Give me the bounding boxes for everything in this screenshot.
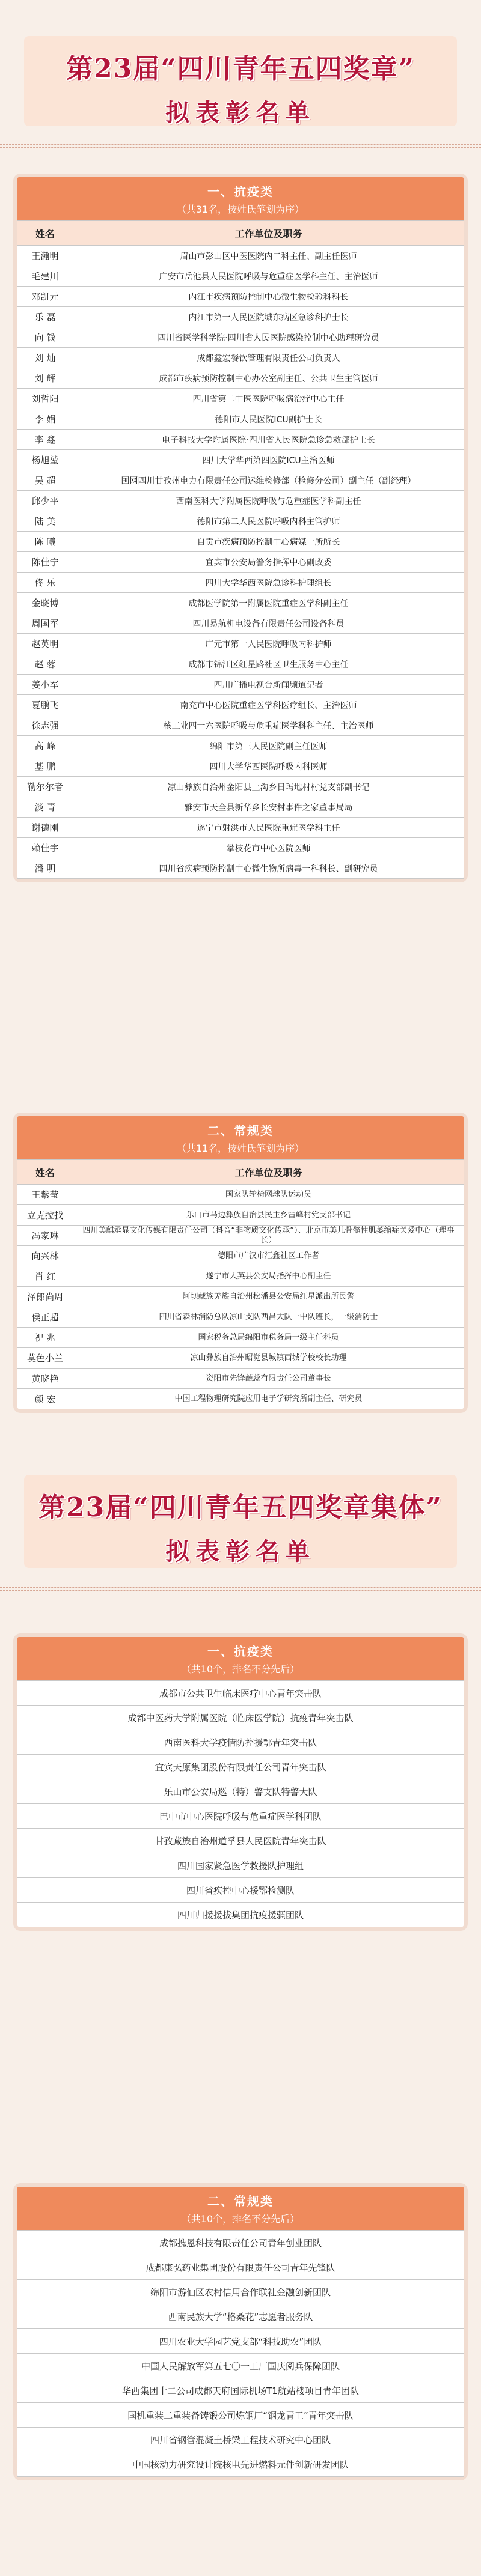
person-unit: 宜宾市公安局警务指挥中心副政委 [73, 552, 464, 573]
person-name: 陆 美 [17, 511, 73, 532]
table-row [17, 777, 464, 797]
table-row [17, 2428, 464, 2452]
person-unit: 四川省森林消防总队凉山支队西昌大队一中队班长，一级消防士 [73, 1307, 464, 1328]
person-unit: 四川省第二中医医院呼吸病治疗中心主任 [73, 389, 464, 409]
person-name: 徐志强 [17, 715, 73, 736]
person-name: 吴 超 [17, 470, 73, 491]
table-row [17, 1266, 464, 1287]
person-unit: 德阳市广汉市汇鑫社区工作者 [73, 1246, 464, 1266]
collective-name: 四川农业大学园艺党支部“科技助农”团队 [17, 2329, 464, 2354]
person-unit: 广元市第一人民医院呼吸内科护师 [73, 634, 464, 654]
individual-regular-table-card [17, 1116, 464, 1409]
person-unit: 南充市中心医院重症医学科医疗组长、主治医师 [73, 695, 464, 715]
person-name: 赖佳宇 [17, 838, 73, 858]
table-row [17, 348, 464, 368]
table-row [17, 1287, 464, 1307]
section-divider [0, 144, 481, 148]
person-unit: 国网四川甘孜州电力有限责任公司运维检修部（检修分公司）副主任（副经理） [73, 470, 464, 491]
person-unit: 电子科技大学附属医院·四川省人民医院急诊急救部护士长 [73, 430, 464, 450]
table-row [17, 1779, 464, 1804]
column-header-name: 姓名 [17, 221, 73, 246]
person-unit: 西南医科大学附属医院呼吸与危重症医学科副主任 [73, 491, 464, 511]
table-row [17, 2255, 464, 2280]
table-body [17, 1185, 464, 1409]
table-row [17, 654, 464, 675]
individual-award-title: 第23届“四川青年五四奖章” [66, 53, 415, 84]
individual-regular-table [17, 1159, 464, 1409]
category-header [17, 1637, 464, 1680]
table-row [17, 1368, 464, 1389]
table-row [17, 2304, 464, 2329]
collective-name: 宜宾天原集团股份有限责任公司青年突击队 [17, 1755, 464, 1779]
collective-name: 西南民族大学“格桑花”志愿者服务队 [17, 2304, 464, 2329]
person-unit: 四川大学华西第四医院ICU主治医师 [73, 450, 464, 470]
collective-name: 绵阳市游仙区农村信用合作联社金融创新团队 [17, 2280, 464, 2304]
person-unit: 绵阳市第三人民医院副主任医师 [73, 736, 464, 756]
individual-antiepidemic-table-card [17, 177, 464, 879]
person-unit: 凉山彝族自治州昭觉县城镇西城学校校长助理 [73, 1348, 464, 1368]
table-row [17, 246, 464, 266]
collective-antiepidemic-table-card [17, 1637, 464, 1927]
table-row [17, 2231, 464, 2255]
person-name: 王紫莹 [17, 1185, 73, 1205]
table-row [17, 552, 464, 573]
person-unit: 四川省医学科学院·四川省人民医院感染控制中心助理研究员 [73, 327, 464, 348]
table-row [17, 2403, 464, 2428]
person-unit: 遂宁市射洪市人民医院重症医学科主任 [73, 818, 464, 838]
person-unit: 四川易航机电设备有限责任公司设备科员 [73, 613, 464, 634]
table-row [17, 613, 464, 634]
category-title: 二、常规类 [207, 1123, 274, 1138]
person-name: 基 鹏 [17, 756, 73, 777]
collective-award-subtitle: 拟表彰名单 [165, 1537, 316, 1566]
person-name: 肖 红 [17, 1266, 73, 1287]
individual-antiepidemic-table [17, 220, 464, 879]
collective-name: 成都康弘药业集团股份有限责任公司青年先锋队 [17, 2255, 464, 2280]
section-divider [0, 1448, 481, 1451]
section-divider [0, 1587, 481, 1591]
person-name: 姜小军 [17, 675, 73, 695]
collective-regular-table [17, 2230, 464, 2477]
column-header-name: 姓名 [17, 1160, 73, 1185]
person-unit: 自贡市疾病预防控制中心病媒一所所长 [73, 532, 464, 552]
collective-name: 四川归援援拔集团抗疫援疆团队 [17, 1903, 464, 1927]
table-row [17, 368, 464, 389]
table-row [17, 1307, 464, 1328]
person-name: 刘 辉 [17, 368, 73, 389]
person-unit: 成都医学院第一附属医院重症医学科副主任 [73, 593, 464, 613]
table-row [17, 2452, 464, 2477]
table-row [17, 1878, 464, 1903]
person-unit: 国家队轮椅网球队运动员 [73, 1185, 464, 1205]
person-name: 邱少平 [17, 491, 73, 511]
collective-name: 四川省钢管混凝土桥梁工程技术研究中心团队 [17, 2428, 464, 2452]
table-row [17, 1706, 464, 1730]
table-row [17, 409, 464, 430]
collective-name: 成都携恩科技有限责任公司青年创业团队 [17, 2231, 464, 2255]
column-header-unit: 工作单位及职务 [73, 1160, 464, 1185]
category-subtitle: （共10个，排名不分先后） [181, 2213, 300, 2225]
person-name: 陈 曦 [17, 532, 73, 552]
person-name: 冯家琳 [17, 1226, 73, 1246]
table-row [17, 1389, 464, 1409]
table-row [17, 491, 464, 511]
table-row [17, 756, 464, 777]
table-row [17, 307, 464, 327]
collective-name: 甘孜藏族自治州道孚县人民医院青年突击队 [17, 1829, 464, 1853]
table-row [17, 715, 464, 736]
person-unit: 雅安市天全县新华乡长安村事件之家董事局局 [73, 797, 464, 818]
person-unit: 国家税务总局绵阳市税务局一级主任科员 [73, 1328, 464, 1348]
collective-name: 成都市公共卫生临床医疗中心青年突击队 [17, 1681, 464, 1706]
person-name: 颜 宏 [17, 1389, 73, 1409]
person-unit: 攀枝花市中心医院医师 [73, 838, 464, 858]
person-name: 金晓博 [17, 593, 73, 613]
table-row [17, 1348, 464, 1368]
collective-name: 乐山市公安局巡（特）警支队特警大队 [17, 1779, 464, 1804]
table-row [17, 389, 464, 409]
table-row [17, 1903, 464, 1927]
table-row [17, 818, 464, 838]
person-name: 勒尔尔者 [17, 777, 73, 797]
table-row [17, 266, 464, 287]
collective-name: 四川国家紧急医学救援队护理组 [17, 1853, 464, 1878]
person-name: 杨旭堃 [17, 450, 73, 470]
table-row [17, 1205, 464, 1226]
person-name: 向 钱 [17, 327, 73, 348]
table-row [17, 1755, 464, 1779]
person-unit: 四川大学华西医院呼吸内科医师 [73, 756, 464, 777]
table-row [17, 1681, 464, 1706]
person-unit: 资阳市先锋蘸蕊有限责任公司董事长 [73, 1368, 464, 1389]
person-unit: 眉山市彭山区中医医院内二科主任、副主任医师 [73, 246, 464, 266]
table-row [17, 450, 464, 470]
person-name: 向兴林 [17, 1246, 73, 1266]
person-unit: 德阳市第二人民医院呼吸内科主管护师 [73, 511, 464, 532]
table-row [17, 430, 464, 450]
person-unit: 阿坝藏族羌族自治州松潘县公安局红星派出所民警 [73, 1287, 464, 1307]
collective-regular-table-card [17, 2187, 464, 2477]
person-name: 李 娟 [17, 409, 73, 430]
person-unit: 德阳市人民医院ICU副护士长 [73, 409, 464, 430]
table-row [17, 838, 464, 858]
table-body [17, 246, 464, 879]
person-unit: 四川美麒承显文化传媒有限责任公司（抖音“非物质文化传承”）、北京市美儿骨髓性肌萎缩症关爱中心（理事长） [73, 1226, 464, 1246]
category-header [17, 177, 464, 220]
person-name: 陈佳宁 [17, 552, 73, 573]
person-name: 邓凯元 [17, 287, 73, 307]
person-name: 高 峰 [17, 736, 73, 756]
individual-award-subtitle: 拟表彰名单 [165, 99, 316, 127]
person-name: 赵英明 [17, 634, 73, 654]
person-name: 黄晓艳 [17, 1368, 73, 1389]
table-row [17, 532, 464, 552]
table-body [17, 2231, 464, 2477]
person-name: 毛建川 [17, 266, 73, 287]
category-subtitle: （共11名，按姓氏笔划为序） [176, 1143, 305, 1154]
person-name: 谢德刚 [17, 818, 73, 838]
person-unit: 成都市锦江区红星路社区卫生服务中心主任 [73, 654, 464, 675]
person-unit: 遂宁市大英县公安局指挥中心副主任 [73, 1266, 464, 1287]
person-name: 淡 青 [17, 797, 73, 818]
person-name: 刘哲阳 [17, 389, 73, 409]
person-unit: 核工业四一六医院呼吸与危重症医学科科主任、主治医师 [73, 715, 464, 736]
table-row [17, 573, 464, 593]
person-unit: 四川广播电视台新闻频道记者 [73, 675, 464, 695]
table-row [17, 675, 464, 695]
category-header [17, 1116, 464, 1159]
person-name: 乐 磊 [17, 307, 73, 327]
collective-name: 四川省疾控中心援鄂检测队 [17, 1878, 464, 1903]
person-name: 潘 明 [17, 858, 73, 879]
table-row [17, 1185, 464, 1205]
table-row [17, 593, 464, 613]
table-row [17, 1730, 464, 1755]
person-unit: 四川大学华西医院急诊科护理组长 [73, 573, 464, 593]
person-unit: 凉山彝族自治州金阳县土沟乡日玛地村村党支部副书记 [73, 777, 464, 797]
collective-name: 巴中市中心医院呼吸与危重症医学科团队 [17, 1804, 464, 1829]
table-row [17, 287, 464, 307]
column-header-unit: 工作单位及职务 [73, 221, 464, 246]
person-unit: 乐山市马边彝族自治县民主乡雷峰村党支部书记 [73, 1205, 464, 1226]
collective-award-title: 第23届“四川青年五四奖章集体” [38, 1492, 443, 1523]
table-row [17, 2280, 464, 2304]
table-row [17, 2378, 464, 2403]
table-row [17, 1226, 464, 1246]
collective-name: 成都中医药大学附属医院（临床医学院）抗疫青年突击队 [17, 1706, 464, 1730]
category-subtitle: （共10个，排名不分先后） [181, 1663, 300, 1675]
collective-name: 国机重装二重装备铸锻公司炼钢厂“钢龙青工”青年突击队 [17, 2403, 464, 2428]
person-unit: 四川省疾病预防控制中心微生物所病毒一科科长、副研究员 [73, 858, 464, 879]
person-name: 立克拉找 [17, 1205, 73, 1226]
individual-award-title-banner [24, 36, 457, 126]
collective-name: 华西集团十二公司成都天府国际机场T1航站楼项目青年团队 [17, 2378, 464, 2403]
collective-name: 中国人民解放军第五七〇一工厂国庆阅兵保障团队 [17, 2354, 464, 2378]
person-name: 周国军 [17, 613, 73, 634]
collective-name: 中国核动力研究设计院核电先进燃料元件创新研发团队 [17, 2452, 464, 2477]
person-unit: 内江市疾病预防控制中心微生物检验科科长 [73, 287, 464, 307]
person-name: 祝 兆 [17, 1328, 73, 1348]
category-title: 二、常规类 [207, 2194, 274, 2208]
person-name: 泽郎尚周 [17, 1287, 73, 1307]
table-row [17, 1853, 464, 1878]
category-subtitle: （共31名，按姓氏笔划为序） [176, 204, 305, 215]
table-row [17, 470, 464, 491]
table-row [17, 1829, 464, 1853]
category-title: 一、抗疫类 [207, 1644, 274, 1659]
table-row [17, 1804, 464, 1829]
person-unit: 成都鑫宏餐饮管理有限责任公司负责人 [73, 348, 464, 368]
person-unit: 广安市岳池县人民医院呼吸与危重症医学科主任、主治医师 [73, 266, 464, 287]
person-unit: 中国工程物理研究院应用电子学研究所副主任、研究员 [73, 1389, 464, 1409]
table-row [17, 1246, 464, 1266]
collective-antiepidemic-table [17, 1680, 464, 1927]
table-row [17, 736, 464, 756]
table-row [17, 1328, 464, 1348]
table-row [17, 511, 464, 532]
category-header [17, 2187, 464, 2230]
table-row [17, 797, 464, 818]
table-row [17, 2329, 464, 2354]
table-row [17, 2354, 464, 2378]
person-name: 莫色小兰 [17, 1348, 73, 1368]
person-name: 赵 蓉 [17, 654, 73, 675]
person-name: 刘 灿 [17, 348, 73, 368]
table-row [17, 858, 464, 879]
person-name: 李 鑫 [17, 430, 73, 450]
table-body [17, 1681, 464, 1927]
category-title: 一、抗疫类 [207, 184, 274, 199]
collective-award-title-banner [24, 1475, 457, 1568]
person-name: 侯正超 [17, 1307, 73, 1328]
person-name: 夏鹏飞 [17, 695, 73, 715]
person-name: 佟 乐 [17, 573, 73, 593]
person-name: 王瀚明 [17, 246, 73, 266]
collective-name: 西南医科大学疫情防控援鄂青年突击队 [17, 1730, 464, 1755]
table-row [17, 634, 464, 654]
person-unit: 成都市疾病预防控制中心办公室副主任、公共卫生主管医师 [73, 368, 464, 389]
person-unit: 内江市第一人民医院城东病区急诊科护士长 [73, 307, 464, 327]
table-row [17, 695, 464, 715]
table-row [17, 327, 464, 348]
